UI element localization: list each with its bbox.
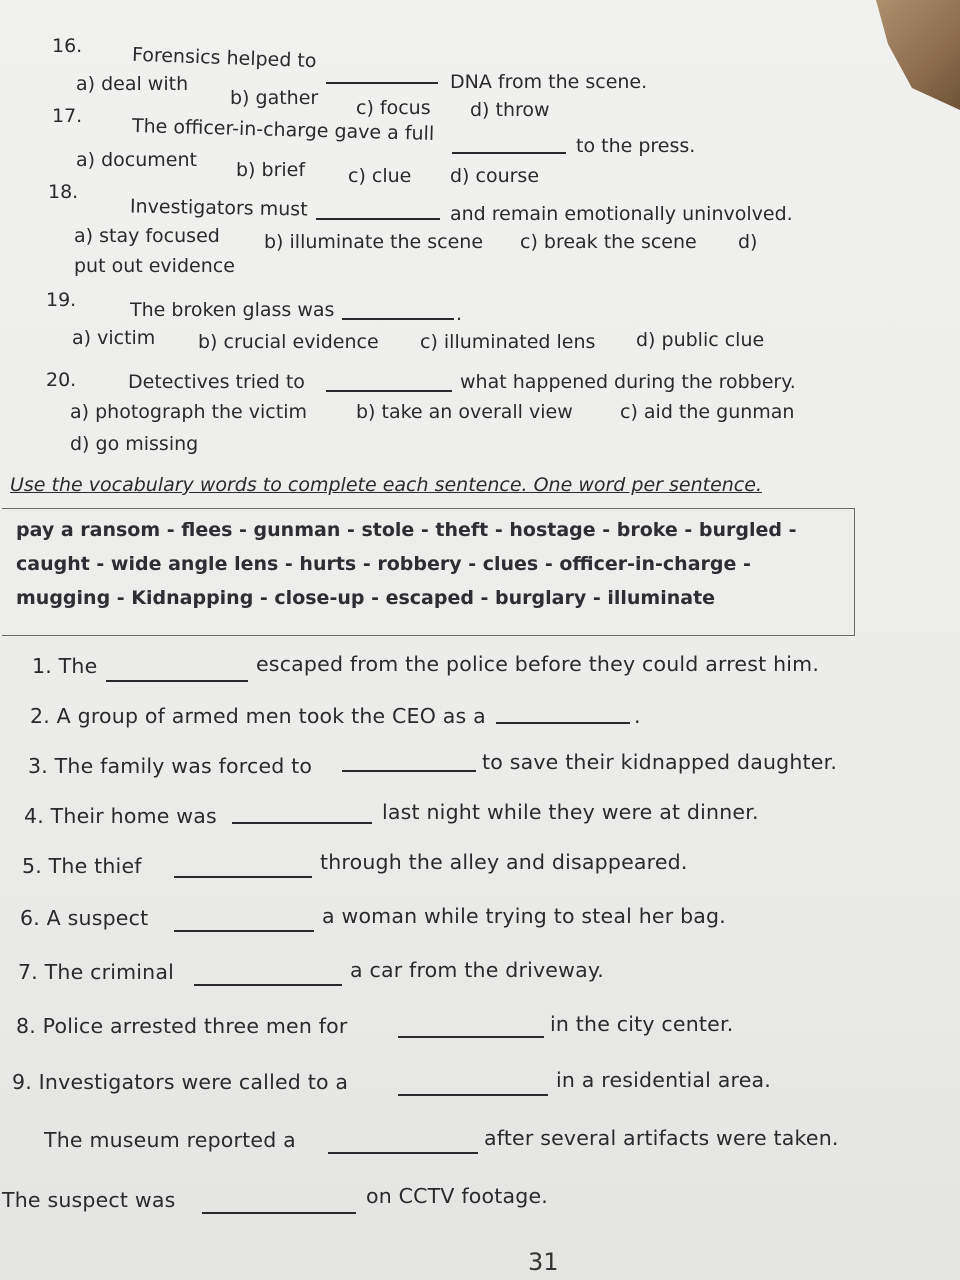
q16-stem-start: Forensics helped to [131, 43, 317, 73]
sentence-11-start: The suspect was [2, 1188, 176, 1212]
sentence-7-start: 7. The criminal [18, 960, 175, 984]
q17-stem-start: The officer-in-charge gave a full [131, 115, 435, 145]
sentence-10-start: The museum reported a [44, 1128, 296, 1152]
sentence-8-blank [398, 1036, 544, 1038]
sentence-3-end: to save their kidnapped daughter. [482, 750, 838, 774]
sentence-3-start: 3. The family was forced to [28, 754, 313, 778]
sentence-5-end: through the alley and disappeared. [320, 850, 688, 874]
q18-number: 18. [48, 181, 79, 203]
sentence-5-start: 5. The thief [22, 854, 142, 878]
sentence-6-start: 6. A suspect [20, 906, 149, 930]
q19-number: 19. [46, 289, 77, 311]
sentence-3-blank [342, 770, 476, 772]
sentence-10-blank [328, 1152, 478, 1154]
page-number: 31 [528, 1248, 559, 1276]
sentence-7-end: a car from the driveway. [350, 958, 604, 982]
q20-option-b: b) take an overall view [356, 401, 573, 423]
sentence-2-start: 2. A group of armed men took the CEO as a [30, 704, 486, 728]
word-bank-line-2: caught - wide angle lens - hurts - robbery - clues - officer-in-charge - [16, 553, 751, 575]
sentence-5-blank [174, 876, 312, 878]
word-bank-line-1: pay a ransom - flees - gunman - stole - theft - hostage - broke - burgled - [16, 519, 797, 541]
q16-stem-end: DNA from the scene. [450, 71, 648, 93]
q19-stem-start: The broken glass was [130, 299, 335, 321]
sentence-4-end: last night while they were at dinner. [382, 800, 759, 824]
q19-option-b: b) crucial evidence [198, 331, 379, 353]
q16-option-b: b) gather [230, 87, 319, 109]
word-bank-box [2, 508, 855, 636]
q17-option-c: c) clue [348, 165, 412, 187]
q20-option-a: a) photograph the victim [70, 401, 307, 423]
q17-option-d: d) course [450, 165, 540, 187]
q20-option-c: c) aid the gunman [620, 401, 795, 423]
q17-option-a: a) document [76, 149, 197, 171]
q19-option-d: d) public clue [636, 329, 765, 351]
sentence-7-blank [194, 984, 342, 986]
q19-blank [342, 318, 454, 320]
q16-number: 16. [52, 35, 83, 57]
sentence-6-blank [174, 930, 314, 932]
q18-blank [316, 218, 440, 220]
paper-corner-shadow [840, 0, 960, 110]
q18-option-d-text: put out evidence [74, 255, 235, 277]
q17-blank [452, 152, 566, 154]
q16-option-d: d) throw [470, 99, 550, 121]
q18-option-c: c) break the scene [520, 231, 697, 253]
sentence-9-end: in a residential area. [556, 1068, 772, 1092]
q20-blank [326, 390, 452, 392]
q17-number: 17. [52, 105, 83, 127]
sentence-1-blank [106, 680, 248, 682]
q19-option-a: a) victim [72, 327, 156, 349]
q20-stem-end: what happened during the robbery. [460, 371, 796, 393]
q18-option-a: a) stay focused [74, 225, 220, 247]
sentence-4-start: 4. Their home was [24, 804, 217, 828]
q18-option-d: d) [738, 231, 758, 253]
q18-option-b: b) illuminate the scene [264, 231, 484, 253]
sentence-8-end: in the city center. [550, 1012, 734, 1036]
q20-number: 20. [46, 369, 77, 391]
q20-stem-start: Detectives tried to [128, 371, 305, 393]
sentence-8-start: 8. Police arrested three men for [16, 1014, 348, 1038]
q19-stem-end: . [456, 303, 463, 325]
sentence-1-start: 1. The [32, 654, 98, 678]
sentence-2-blank [496, 722, 630, 724]
q17-option-b: b) brief [236, 159, 306, 181]
q18-stem-end: and remain emotionally uninvolved. [450, 203, 793, 225]
q16-option-a: a) deal with [76, 73, 189, 95]
q20-option-d: d) go missing [70, 433, 199, 455]
sentence-1-end: escaped from the police before they could arrest him. [256, 652, 820, 676]
sentence-6-end: a woman while trying to steal her bag. [322, 904, 726, 928]
sentence-9-start: 9. Investigators were called to a [12, 1070, 349, 1094]
exercise-instructions: Use the vocabulary words to complete each sentence. One word per sentence. [10, 474, 762, 496]
word-bank-line-3: mugging - Kidnapping - close-up - escaped - burglary - illuminate [16, 587, 716, 609]
q16-blank [326, 82, 438, 84]
sentence-11-blank [202, 1212, 356, 1214]
sentence-9-blank [398, 1094, 548, 1096]
sentence-4-blank [232, 822, 372, 824]
q18-stem-start: Investigators must [129, 195, 308, 221]
sentence-10-end: after several artifacts were taken. [484, 1126, 839, 1150]
q16-option-c: c) focus [356, 97, 431, 119]
q17-stem-end: to the press. [576, 135, 696, 157]
q19-option-c: c) illuminated lens [420, 331, 596, 353]
sentence-2-end: . [634, 704, 641, 728]
sentence-11-end: on CCTV footage. [366, 1184, 548, 1208]
